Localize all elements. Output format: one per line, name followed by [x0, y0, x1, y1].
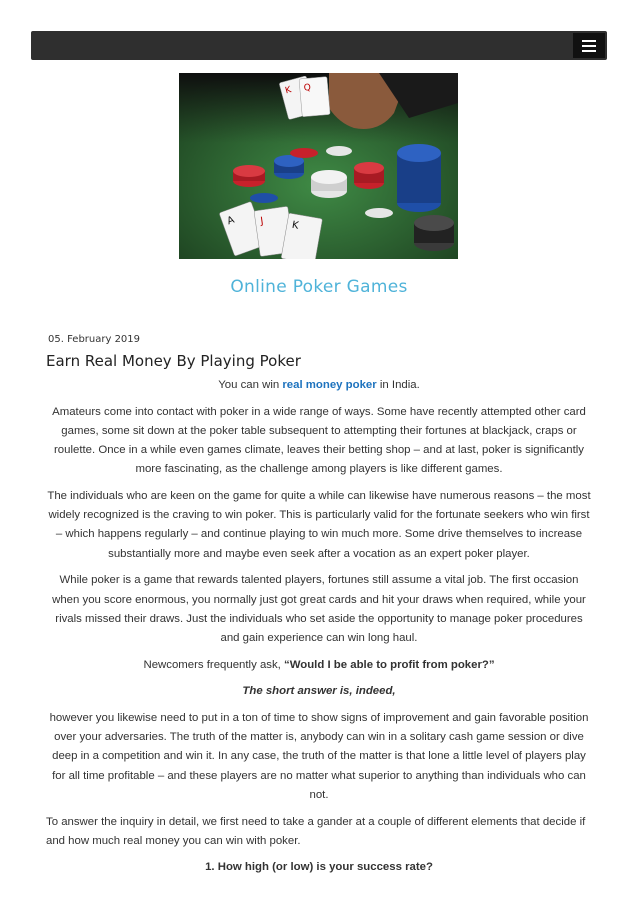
- post-title[interactable]: Earn Real Money By Playing Poker: [46, 352, 301, 370]
- intro-text-end: in India.: [376, 379, 420, 391]
- intro-text: You can win: [218, 379, 283, 391]
- paragraph-5: [46, 682, 592, 701]
- paragraph-3: While poker is a game that rewards talented players, fortunes still assume a vital job. The first occasion when you score enormous, you normally just got great cards and hit your draws when required, while your rivals missed their draws. Just the individuals who set aside the opportunity to manage poker procedures and gain experience can win long haul.: [52, 574, 586, 644]
- section-heading-text: 1. How high (or low) is your success rate?: [205, 861, 433, 874]
- svg-text:K: K: [284, 85, 293, 97]
- post-date: 05. February 2019: [48, 334, 141, 345]
- short-answer: The short answer is, indeed,: [242, 685, 396, 698]
- post-content: [46, 376, 592, 885]
- real-money-poker-link[interactable]: real money poker: [282, 379, 377, 391]
- section-heading-1: [46, 858, 592, 877]
- newcomer-question: “Would I be able to profit from poker?”: [284, 658, 495, 671]
- menu-line: [582, 40, 596, 42]
- paragraph-4-text: Newcomers frequently ask,: [143, 658, 285, 671]
- top-navigation-bar: [31, 31, 607, 60]
- paragraph-6: however you likewise need to put in a ton of time to show signs of improvement and gain favorable position over your adversaries. The truth of the matter is, anybody can win in a solitary cash game session or dive deep in a competition and win it. In any case, the truth of the matter is that lone a little level of players play for all time profitable – and these players are no matter what superior to anything than individuals who can not.: [49, 712, 589, 801]
- paragraph-1: Amateurs come into contact with poker in a wide range of ways. Some have recently attempted other card games, some sit down at the poker table subsequent to attempting their fortunes at blackjack, craps or roulette. Once in a while even games climate, leaves their betting shop – and at last, poker is significantly more fascinating, as the challenge among players is like different games.: [52, 405, 586, 476]
- site-title[interactable]: Online Poker Games: [230, 277, 408, 297]
- paragraph-2: The individuals who are keen on the game for quite a while can likewise have numerous reasons – the most widely recognized is the craving to win poker. This is particularly valid for the fortunate seekers who win first – which happens regularly – and continue playing to win much more. Some drive themselves to increase substantially more and maybe even seek after a vocation as an expert poker player.: [47, 490, 591, 560]
- paragraph-7: To answer the inquiry in detail, we first need to take a gander at a couple of different elements that decide if and how much real money you can win with poker.: [46, 815, 586, 847]
- poker-photo-illustration: [179, 73, 458, 259]
- hero-image: [179, 73, 458, 259]
- menu-line: [582, 50, 596, 52]
- svg-text:A: A: [225, 214, 236, 228]
- svg-text:K: K: [290, 219, 300, 232]
- svg-text:J: J: [259, 215, 265, 228]
- svg-text:Q: Q: [303, 83, 312, 94]
- intro-paragraph: [46, 376, 592, 395]
- paragraph-4: [46, 656, 592, 675]
- menu-line: [582, 45, 596, 47]
- hamburger-menu-icon[interactable]: [573, 33, 605, 58]
